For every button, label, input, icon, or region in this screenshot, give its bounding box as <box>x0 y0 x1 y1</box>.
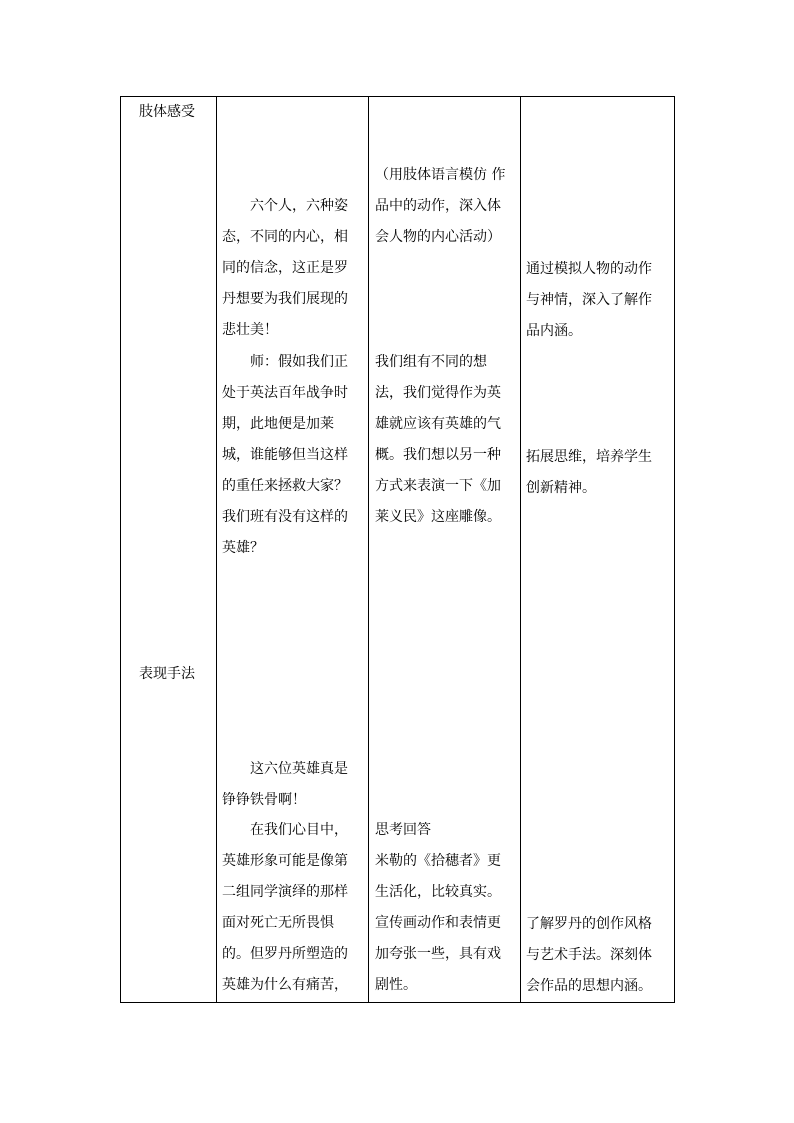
text-line: （用肢体语言模仿 作 <box>375 167 506 183</box>
text-line: 生活化，比较真实。 <box>375 884 501 900</box>
teacher-text-block-1 <box>222 191 354 346</box>
student-text-block-3 <box>375 815 510 1001</box>
text-line: 与艺术手法。深刻体 <box>526 947 652 963</box>
text-line: 期，此地便是加莱 <box>222 416 334 432</box>
intent-text-block-2 <box>526 442 661 504</box>
text-line: 六个人，六种姿 <box>250 198 348 214</box>
text-line: 英雄？ <box>222 540 264 556</box>
text-line: 莱义民》这座雕像。 <box>375 509 501 525</box>
text-line: 品中的动作，深入体 <box>375 198 501 214</box>
text-line: 二组同学演绎的那样 <box>222 884 348 900</box>
text-line: 方式来表演一下《加 <box>375 478 501 494</box>
text-line: 剧性。 <box>375 977 417 993</box>
text-line: 思考回答 <box>375 822 431 838</box>
text-line: 城，谁能够但当这样 <box>222 447 348 463</box>
text-line: 铮铮铁骨啊！ <box>222 792 306 808</box>
text-line: 这六位英雄真是 <box>250 761 348 777</box>
text-line: 加夸张一些，具有戏 <box>375 946 501 962</box>
text-line: 我们班有没有这样的 <box>222 509 348 525</box>
text-line: 会人物的内心活动） <box>375 229 501 245</box>
text-line: 与神情，深入了解作 <box>526 292 652 308</box>
text-line: 会作品的思想内涵。 <box>526 978 652 994</box>
text-line: 我们组有不同的想 <box>375 354 487 370</box>
student-text-block-1 <box>375 160 510 253</box>
text-line: 创新精神。 <box>526 480 596 496</box>
section-label-expression-technique: 表现手法 <box>139 666 195 682</box>
text-line: 英雄形象可能是像第 <box>222 853 348 869</box>
text-line: 拓展思维，培养学生 <box>526 449 652 465</box>
text-line: 悲壮美！ <box>222 322 278 338</box>
student-text-block-2 <box>375 347 510 533</box>
intent-text-block-3 <box>526 909 661 1002</box>
teacher-text-block-3 <box>222 754 354 816</box>
text-line: 宣传画动作和表情更 <box>375 915 501 931</box>
text-line: 的。但罗丹所塑造的 <box>222 946 348 962</box>
text-line: 了解罗丹的创作风格 <box>526 916 652 932</box>
teacher-text-block-4 <box>222 815 354 1001</box>
text-line: 在我们心目中， <box>250 822 348 838</box>
text-line: 处于英法百年战争时 <box>222 385 348 401</box>
text-line: 同的信念，这正是罗 <box>222 260 348 276</box>
text-line: 丹想要为我们展现的 <box>222 291 348 307</box>
column-divider <box>216 97 217 1002</box>
text-line: 态，不同的内心，相 <box>222 229 348 245</box>
text-line: 的重任来拯救大家？ <box>222 478 348 494</box>
text-line: 米勒的《拾穗者》更 <box>375 853 501 869</box>
text-line: 法，我们觉得作为英 <box>375 385 501 401</box>
lesson-table <box>120 96 675 1003</box>
intent-text-block-1 <box>526 254 661 347</box>
text-line: 师：假如我们正 <box>250 354 348 370</box>
text-line: 通过模拟人物的动作 <box>526 261 652 277</box>
text-line: 概。我们想以另一种 <box>375 447 501 463</box>
teacher-text-block-2 <box>222 347 354 564</box>
text-line: 面对死亡无所畏惧 <box>222 915 334 931</box>
section-label-body-feeling: 肢体感受 <box>139 104 195 120</box>
text-line: 品内涵。 <box>526 323 582 339</box>
text-line: 英雄为什么有痛苦， <box>222 977 348 993</box>
column-divider <box>520 97 521 1002</box>
column-divider <box>368 97 369 1002</box>
text-line: 雄就应该有英雄的气 <box>375 416 501 432</box>
